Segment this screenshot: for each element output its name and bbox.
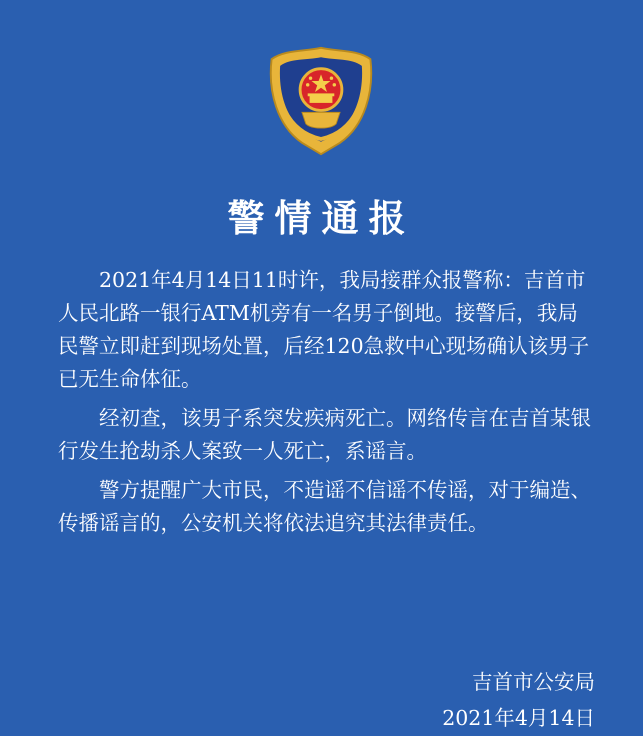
issue-date: 2021年4月14日	[442, 706, 595, 730]
notice-body	[58, 264, 594, 546]
notice-paragraph: 警方提醒广大市民，不造谣不信谣不传谣，对于编造、传播谣言的，公安机关将依法追究其法律责任。	[58, 478, 591, 535]
notice-paragraph: 2021年4月14日11时许，我局接群众报警称：吉首市人民北路一银行ATM机旁有一名男子倒地。接警后，我局民警立即赶到现场处置，后经120急救中心现场确认该男子已无生命体征。	[58, 268, 590, 391]
notice-title: 警情通报	[227, 197, 416, 240]
police-emblem-icon	[264, 44, 378, 158]
notice-paragraph: 经初查，该男子系突发疾病死亡。网络传言在吉首某银行发生抢劫杀人案致一人死亡，系谣言。	[58, 406, 591, 463]
signature-block	[442, 664, 595, 736]
issuer-name: 吉首市公安局	[472, 670, 595, 694]
